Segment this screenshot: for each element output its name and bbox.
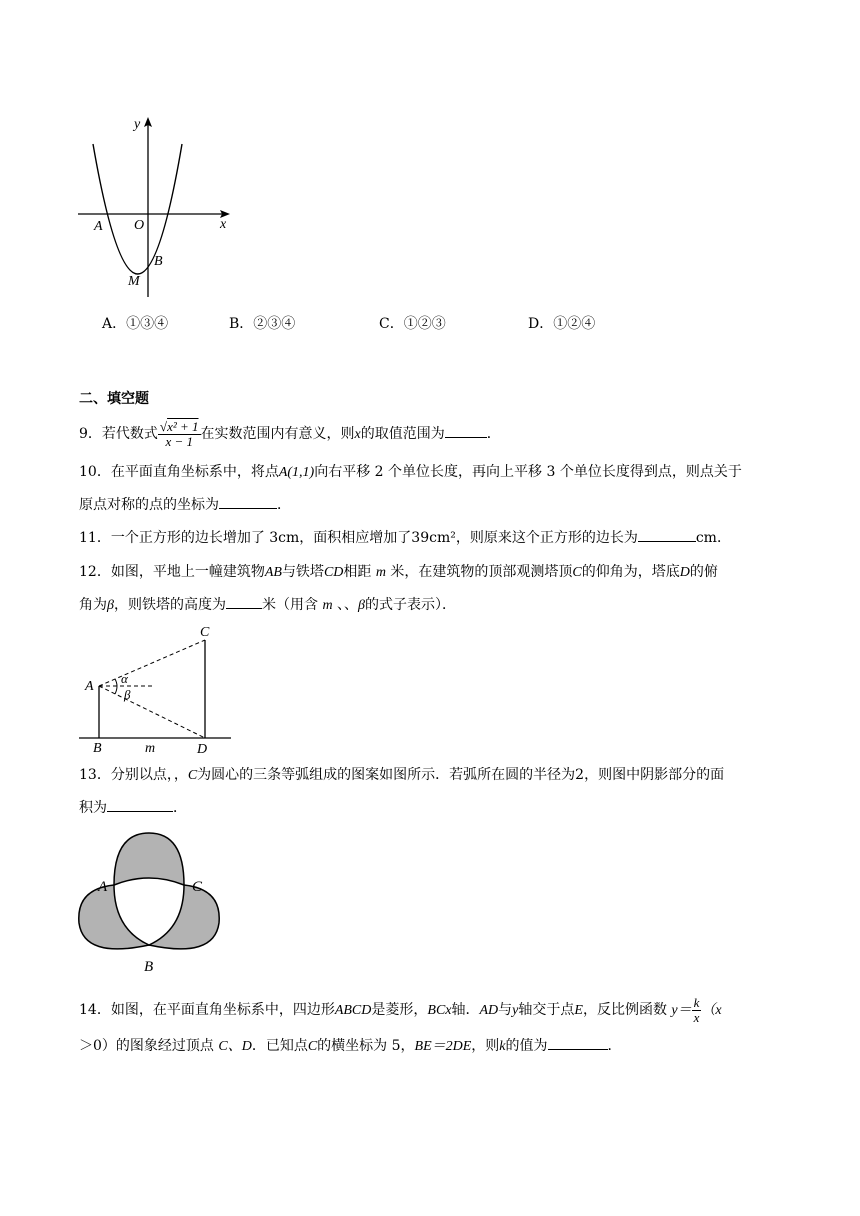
parabola-curve	[93, 144, 182, 274]
y-axis-label: y	[134, 117, 141, 132]
label-m: m	[145, 741, 156, 756]
label-b: B	[93, 741, 102, 756]
q11-answer-blank[interactable]	[638, 527, 696, 542]
option-c[interactable]: C．①②③	[379, 316, 446, 332]
point-a-label: A	[94, 219, 103, 234]
label-d: D	[197, 742, 208, 757]
q12-answer-blank[interactable]	[226, 594, 262, 609]
q14-answer-blank[interactable]	[548, 1035, 608, 1050]
section-title: 二、填空题	[79, 391, 149, 407]
origin-label: O	[134, 218, 145, 233]
question-12-line1: 12．如图，平地上一幢建筑物AB与铁塔CD相距 m 米，在建筑物的顶部观测塔顶C的仰角为，塔底D的俯	[79, 564, 718, 580]
question-14-line1: 14．如图，在平面直角坐标系中，四边形ABCD是菱形，BCx轴．AD与y轴交于点E，反比例函数 y＝ $\frac{k}{x}$ （x	[79, 994, 722, 1025]
q13-answer-blank[interactable]	[107, 797, 173, 812]
q14-fraction: $\frac{k}{x}$	[693, 994, 700, 1025]
option-b[interactable]: B．②③④	[229, 316, 296, 332]
label-b: B	[144, 959, 154, 975]
question-13-line2: 积为 ．	[79, 797, 187, 818]
parabola-graph	[70, 110, 240, 300]
point-b-label: B	[154, 254, 163, 269]
x-axis-label: x	[220, 217, 227, 232]
question-12-line2: 角为β，则铁塔的高度为 米（用含 m 、、β的式子表示）．	[79, 594, 456, 616]
question-14-line2: ＞0）的图象经过顶点 C、D．已知点C的横坐标为 5，BE＝2DE，则k的值为 ．	[79, 1035, 622, 1057]
label-c: C	[192, 879, 203, 895]
point-m-label: M	[128, 274, 140, 289]
q9-answer-blank[interactable]	[445, 423, 487, 438]
question-13-line1: 13．分别以点，，C为圆心的三条等弧组成的图案如图所示．若弧所在圆的半径为2，则图中阴影部分的面	[79, 767, 725, 783]
q10-answer-blank[interactable]	[219, 494, 277, 509]
arc-pattern-figure	[70, 825, 240, 975]
label-c: C	[200, 625, 210, 640]
question-10-line2: 原点对称的点的坐标为 ．	[79, 494, 291, 515]
label-beta: β	[124, 687, 131, 702]
outer-top-arc	[114, 833, 184, 885]
q9-fraction: $\frac{\text{√x² + 1}}{x - 1}$	[159, 418, 199, 449]
label-a: A	[98, 879, 108, 895]
label-alpha: α	[121, 671, 128, 686]
question-10-line1: 10．在平面直角坐标系中，将点A(1,1)向右平移 2 个单位长度，再向上平移 3 个单位长度得到点，则点关于	[79, 464, 742, 480]
tower-figure	[75, 622, 240, 757]
label-a: A	[85, 679, 94, 694]
question-11: 11．一个正方形的边长增加了 3cm，面积相应增加了39cm²，则原来这个正方形的边长为 cm．	[79, 527, 731, 548]
option-d[interactable]: D．①②④	[528, 316, 596, 332]
question-9: 9．若代数式 $\frac{\text{√x² + 1}}{x - 1}$ 在实数范围内有意义，则x的取值范围为 ．	[79, 418, 501, 449]
option-a[interactable]: A．①③④	[102, 316, 169, 332]
